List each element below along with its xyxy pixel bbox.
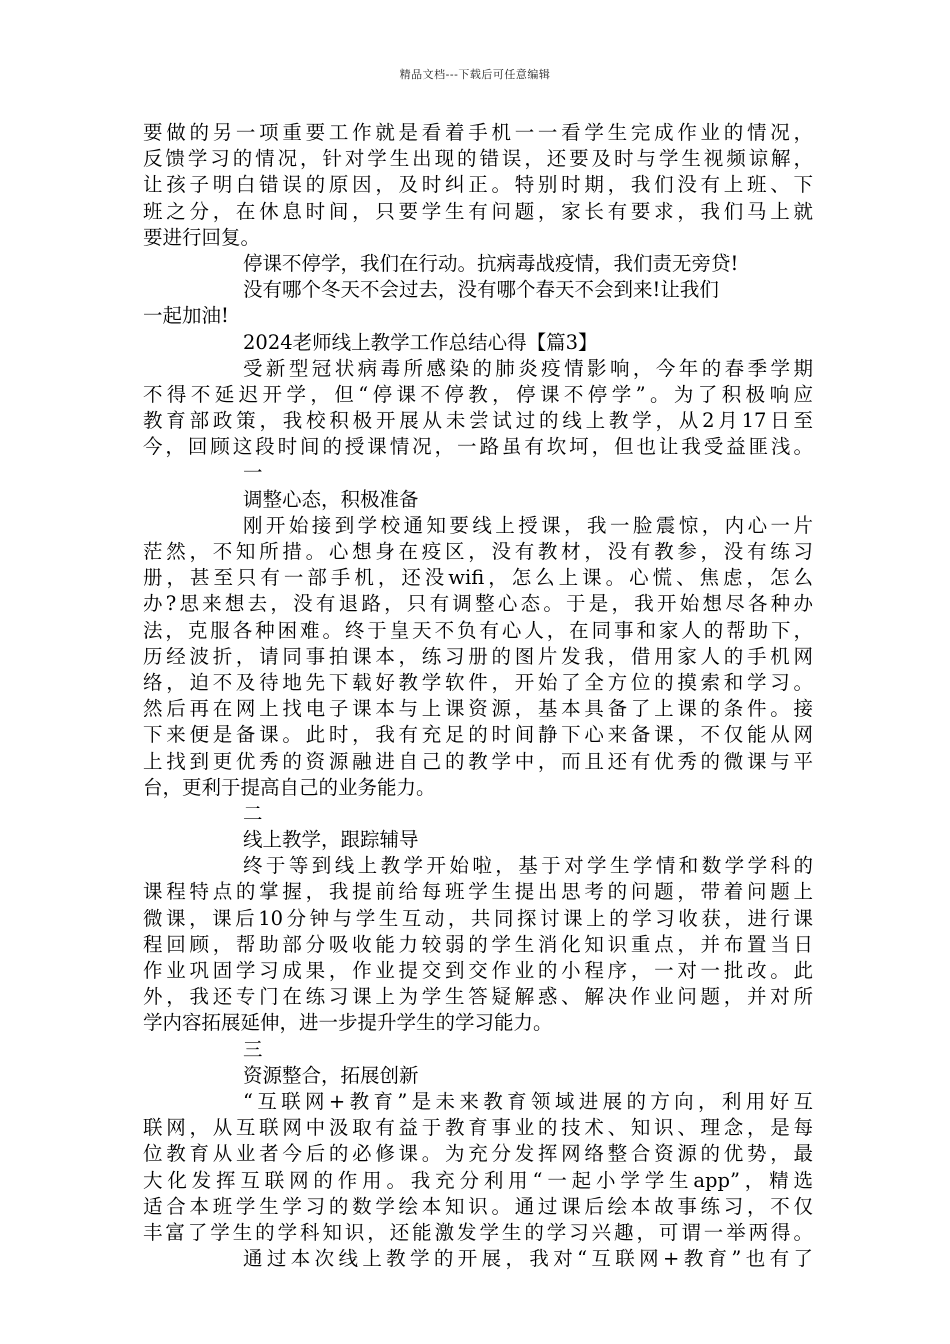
text-line: 让孩子明白错误的原因，及时纠正。特别时期，我们没有上班、下: [143, 173, 813, 197]
text-line: 不得不延迟开学，但“停课不停教，停课不停学”。为了积极响应: [143, 382, 813, 406]
text-line: 册，甚至只有一部手机，还没wifi，怎么上课。心慌、焦虑，怎么: [143, 566, 813, 590]
document-body: [143, 120, 813, 1272]
text-line: 作业巩固学习成果，作业提交到交作业的小程序，一对一批改。此: [143, 959, 813, 982]
text-line: 要做的另一项重要工作就是看着手机一一看学生完成作业的情况，: [143, 121, 813, 144]
text-line: 没有哪个冬天不会过去，没有哪个春天不会到来!让我们: [243, 278, 719, 302]
text-line: 调整心态，积极准备: [243, 487, 419, 511]
page-header: 精品文档---下载后可任意编辑: [399, 68, 551, 81]
text-line: 要进行回复。: [143, 225, 261, 249]
text-line: 上找到更优秀的资源融进自己的教学中，而且还有优秀的微课与平: [143, 749, 813, 773]
text-line: 台，更利于提高自己的业务能力。: [143, 775, 436, 799]
text-line: 刚开始接到学校通知要线上授课，我一脸震惊，内心一片: [243, 513, 813, 537]
text-line: 丰富了学生的学科知识，还能激发学生的学习兴趣，可谓一举两得。: [143, 1220, 813, 1244]
text-line: 停课不停学，我们在行动。抗病毒战疫情，我们责无旁贷!: [243, 251, 739, 275]
text-line: 三: [243, 1037, 263, 1061]
text-line: 今，回顾这段时间的授课情况，一路虽有坎坷，但也让我受益匪浅。: [143, 435, 813, 459]
text-line: “互联网+教育”是未来教育领域进展的方向，利用好互: [243, 1089, 813, 1113]
text-line: 络，迫不及待地先下载好教学软件，开始了全方位的摸索和学习。: [143, 670, 813, 694]
text-line: 教育部政策，我校积极开展从未尝试过的线上教学，从2月17日至: [143, 409, 813, 433]
text-line: 学内容拓展延伸，进一步提升学生的学习能力。: [143, 1011, 553, 1035]
text-line: 外，我还专门在练习课上为学生答疑解惑、解决作业问题，并对所: [143, 985, 813, 1009]
text-line: 二: [243, 801, 263, 825]
text-line: 2024老师线上教学工作总结心得【篇3】: [243, 330, 598, 354]
text-line: 茫然，不知所措。心想身在疫区，没有教材，没有教参，没有练习: [143, 540, 813, 563]
text-line: 程回顾，帮助部分吸收能力较弱的学生消化知识重点，并布置当日: [143, 932, 813, 956]
text-line: 一: [243, 461, 263, 485]
text-line: 然后再在网上找电子课本与上课资源，基本具备了上课的条件。接: [143, 697, 813, 721]
text-line: 大化发挥互联网的作用。我充分利用“一起小学学生app”，精选: [143, 1168, 813, 1192]
text-line: 受新型冠状病毒所感染的肺炎疫情影响，今年的春季学期: [243, 356, 813, 380]
text-line: 办?思来想去，没有退路，只有调整心态。于是，我开始想尽各种办: [143, 592, 813, 616]
text-line: 资源整合，拓展创新: [243, 1063, 419, 1087]
text-line: 位教育从业者今后的必修课。为充分发挥网络整合资源的优势，最: [143, 1142, 813, 1166]
text-line: 班之分，在休息时间，只要学生有问题，家长有要求，我们马上就: [143, 199, 813, 223]
text-line: 微课，课后10分钟与学生互动，共同探讨课上的学习收获，进行课: [143, 906, 813, 930]
text-line: 适合本班学生学习的数学绘本知识。通过课后绘本故事练习，不仅: [143, 1194, 813, 1218]
text-line: 课程特点的掌握，我提前给每班学生提出思考的问题，带着问题上: [143, 880, 813, 904]
text-line: 终于等到线上教学开始啦，基于对学生学情和数学学科的: [243, 854, 813, 878]
text-line: 反馈学习的情况，针对学生出现的错误，还要及时与学生视频谅解，: [143, 147, 813, 171]
text-line: 线上教学，跟踪辅导: [243, 828, 419, 852]
text-line: 下来便是备课。此时，我有充足的时间静下心来备课，不仅能从网: [143, 723, 813, 747]
text-line: 法，克服各种困难。终于皇天不负有心人，在同事和家人的帮助下，: [143, 618, 813, 642]
text-line: 通过本次线上教学的开展，我对“互联网+教育”也有了: [243, 1247, 813, 1271]
text-line: 联网，从互联网中汲取有益于教育事业的技术、知识、理念，是每: [143, 1116, 813, 1140]
text-line: 一起加油!: [143, 304, 229, 328]
text-line: 历经波折，请同事拍课本，练习册的图片发我，借用家人的手机网: [143, 644, 813, 668]
